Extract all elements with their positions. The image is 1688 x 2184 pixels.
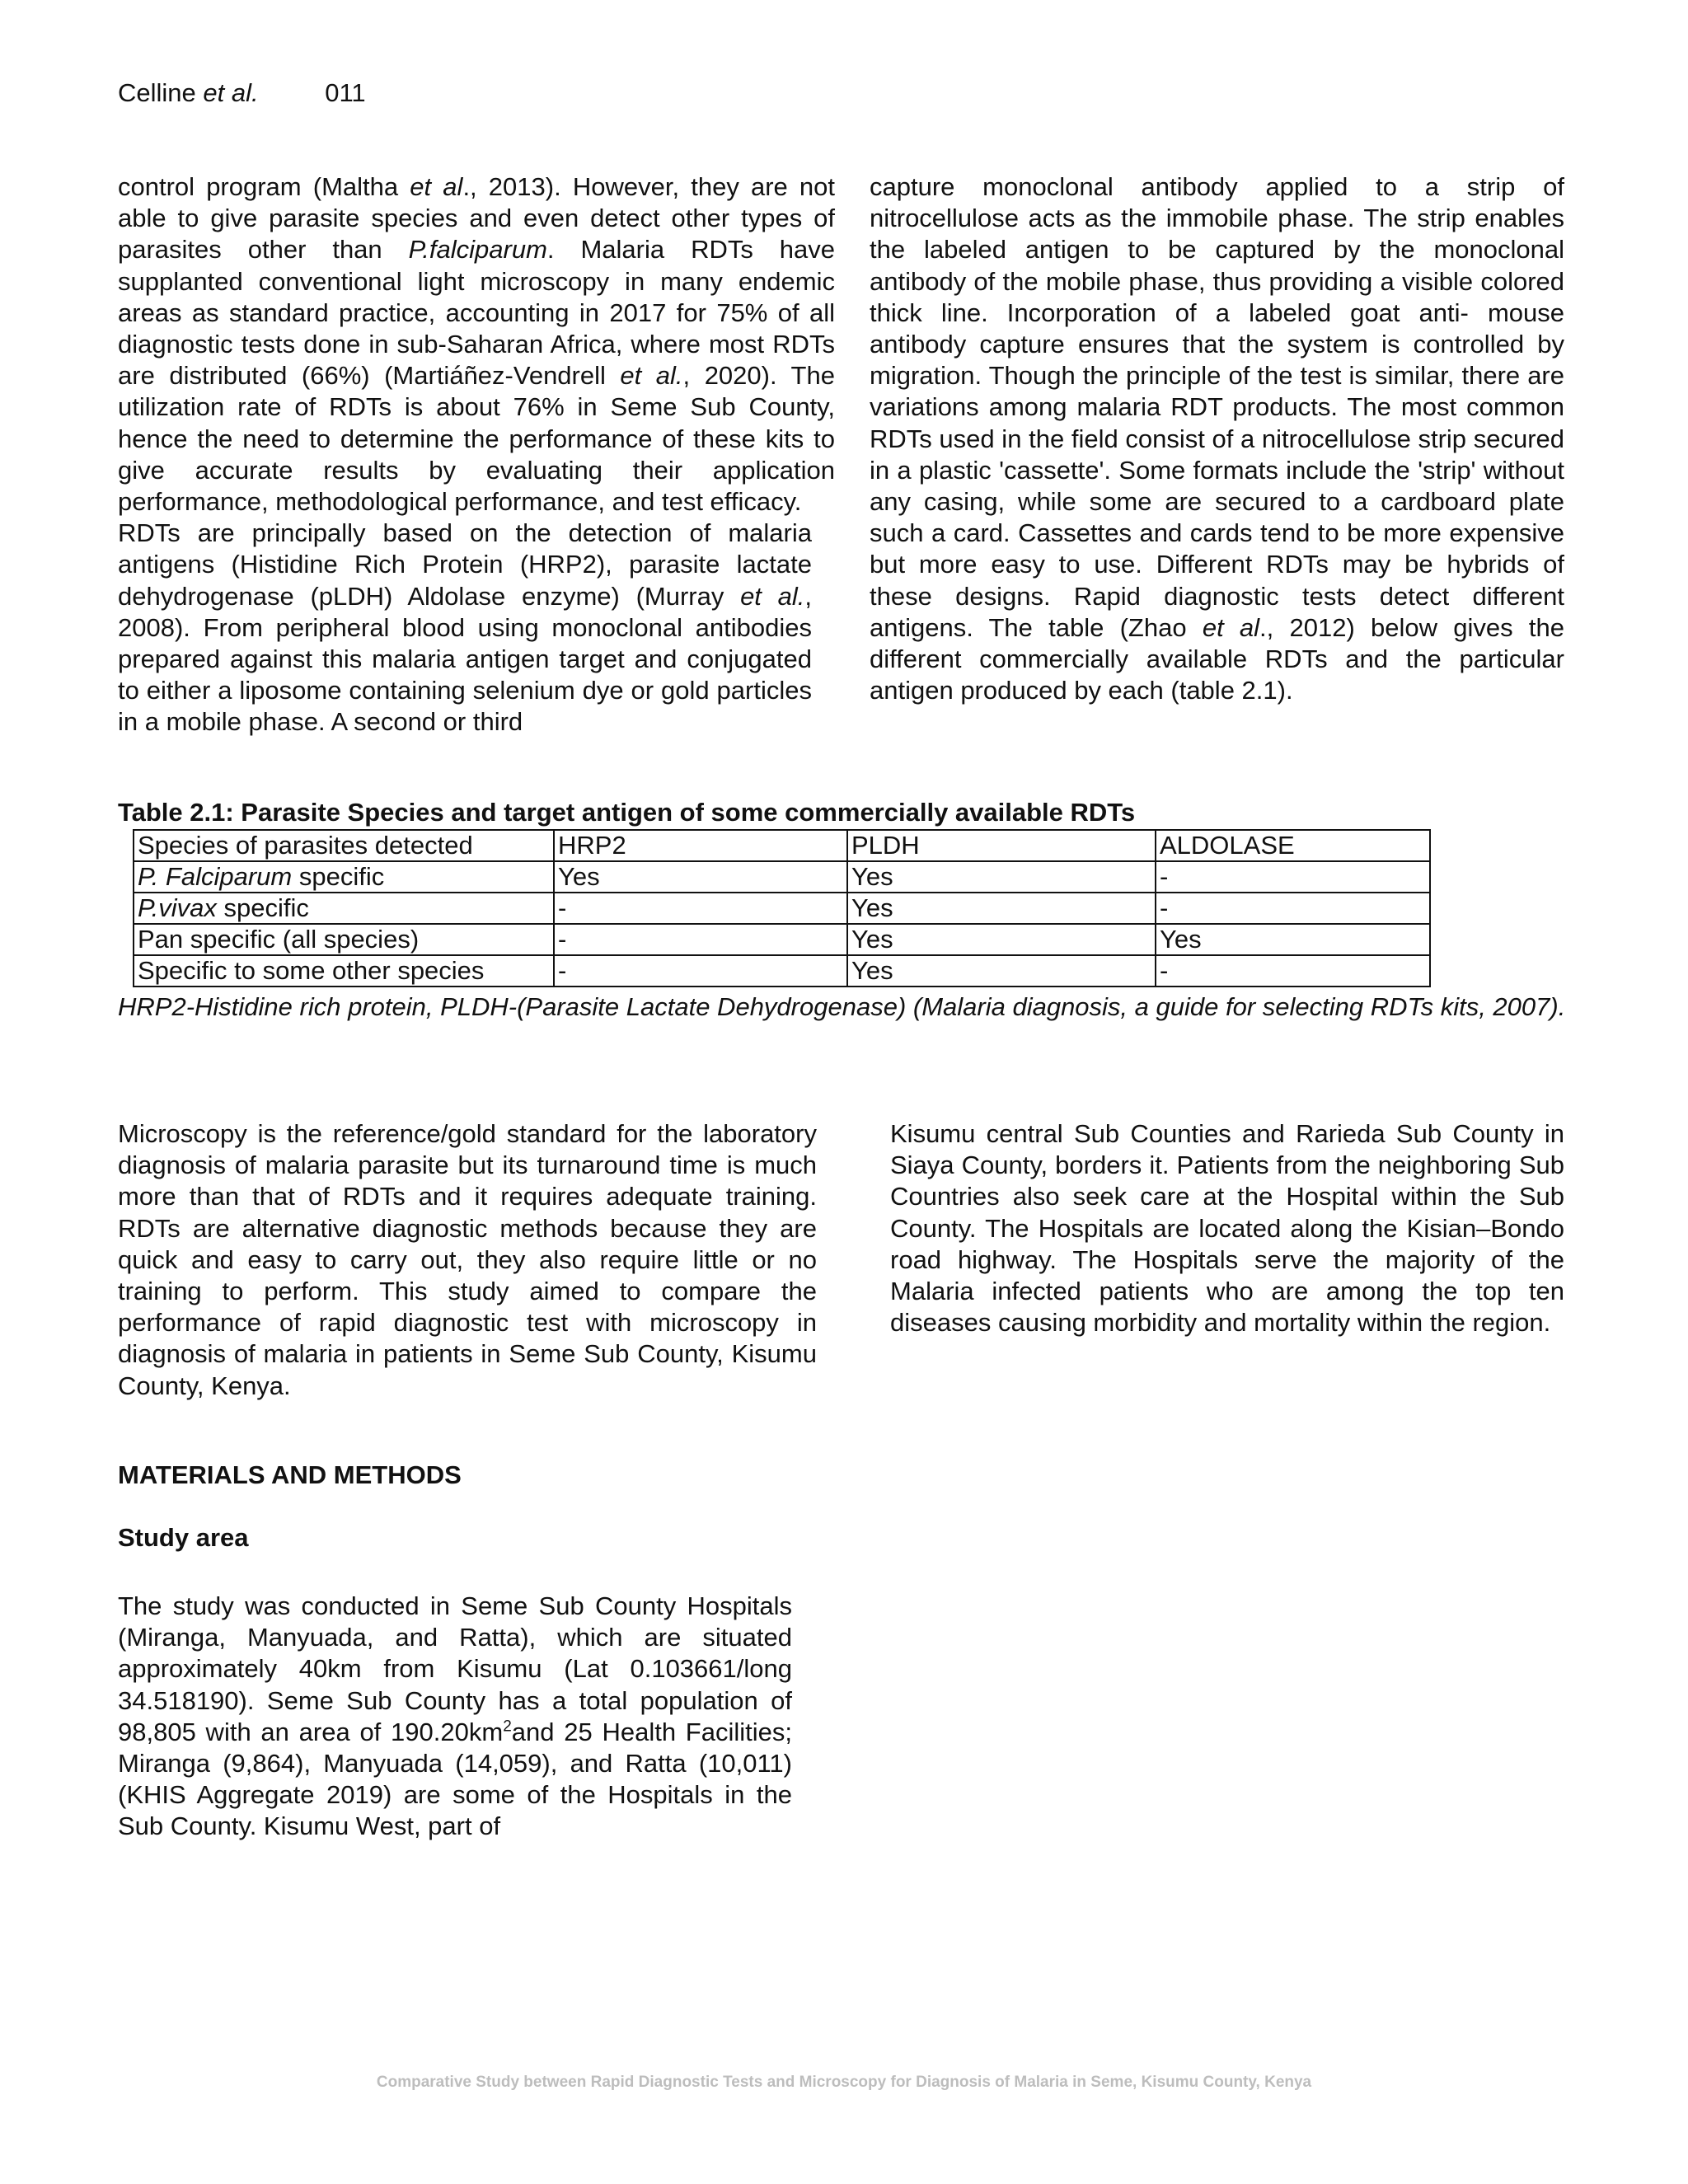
antigen-cell: Yes [554,861,847,893]
table-row [134,893,1430,924]
table-header-row [134,830,1430,861]
species-cell [134,893,554,924]
text-run: RDTs are principally based on the detection of malaria antigens (Histidine Rich Protein (HRP2), parasite lactate dehydrogenase (pLDH) Aldolase enzyme) (Murray [118,518,812,611]
antigen-cell: Yes [847,955,1156,987]
running-header [118,78,366,108]
species-cell [134,861,554,893]
section-heading: MATERIALS AND METHODS [118,1460,462,1489]
italic-run: et al [1202,612,1260,642]
table-header-cell: Species of parasites detected [134,830,554,861]
page-number: 011 [325,78,366,107]
species-antigen-table [133,829,1431,987]
antigen-cell: - [1156,955,1430,987]
text-run: capture monoclonal antibody applied to a strip of nitrocellulose acts as the immobile phase. The strip enables the labeled antigen to be captured by the monoclonal antibody of the mobile phase, thus providing a visible colored thick line. Incorporation of a labeled goat anti- mouse antibody capture ensures that the system is controlled by migration. Though the principle of the test is similar, there are variations among malaria RDT products. The most common RDTs used in the field consist of a nitrocellulose strip secured in a plastic 'cassette'. Some formats include the 'strip' without any casing, while some are secured to a cardboard plate such a card. Cassettes and cards tend to be more expensive but more easy to use. Different RDTs may be hybrids of these designs. Rapid diagnostic tests detect different antigens. The table (Zhao [870,172,1564,642]
italic-run: P.falciparum [408,235,547,265]
antigen-cell: - [554,893,847,924]
intro-column-right [870,171,1564,706]
italic-run: et al. [620,361,683,391]
body-column-right [890,1118,1564,1338]
table-footnote: HRP2-Histidine rich protein, PLDH-(Parasite Lactate Dehydrogenase) (Malaria diagnosis, a guide for selecting RDTs kits, 2007). [118,992,1566,1021]
study-area-paragraph [118,1591,792,1843]
antigen-cell: - [554,924,847,955]
text-run: control program (Maltha [118,172,410,201]
text-run: , 2008). From peripheral blood using monoclonal antibodies prepared against this malaria antigen target and conjugated to either a liposome containing selenium dye or gold particles in a mobile phase. A second or third [118,581,812,737]
antigen-cell: - [1156,861,1430,893]
table-row [134,924,1430,955]
antigen-cell: Yes [847,924,1156,955]
cell-text: specific [292,862,385,891]
table-header-cell: ALDOLASE [1156,830,1430,861]
running-footer: Comparative Study between Rapid Diagnostic Tests and Microscopy for Diagnosis of Malaria in Seme, Kisumu County, Kenya [376,2074,1312,2091]
italic-run: et al [410,172,463,201]
table-header-cell: PLDH [847,830,1156,861]
body-column-left [118,1118,817,1402]
antigen-cell: Yes [1156,924,1430,955]
italic-run: et al. [740,581,805,611]
species-cell [134,924,554,955]
antigen-cell: - [554,955,847,987]
intro-paragraph-3 [870,171,1564,706]
table-caption: Table 2.1: Parasite Species and target antigen of some commercially available RDTs [118,798,1136,827]
cell-text: Specific to some other species [138,956,485,985]
table-header-cell: HRP2 [554,830,847,861]
cell-text: specific [216,893,309,922]
text-run: . Malaria RDTs have supplanted conventional light microscopy in many endemic areas as standard practice, accounting in 2017 for 75% of all diagnostic tests done in sub-Saharan Africa, where most RDTs are distributed (66%) (Martiáñez-Vendrell [118,235,836,391]
text-run: , 2020). The utilization rate of RDTs is about 76% in Seme Sub County, hence the need to determine the performance of these kits to give accurate results by evaluating their application performance, methodological performance, and test efficacy. [118,361,835,517]
intro-paragraph-1 [118,171,835,518]
intro-column-left [118,171,835,738]
subsection-heading: Study area [118,1523,249,1552]
methods-column [118,1591,792,1843]
cell-text: Pan specific (all species) [138,925,420,954]
header-author: Celline [118,78,196,107]
header-etal: et al. [203,78,259,107]
microscopy-paragraph: Microscopy is the reference/gold standard for the laboratory diagnosis of malaria parasite but its turnaround time is much more than that of RDTs and it requires adequate training. RDTs are alternative diagnostic methods because they are quick and easy to carry out, they also require little or no training to perform. This study aimed to compare the performance of rapid diagnostic test with microscopy in diagnosis of malaria in patients in Seme Sub County, Kisumu County, Kenya. [118,1119,817,1400]
study-area-text-1: The study was conducted in Seme Sub County Hospitals (Miranga, Manyuada, and Ratta), which are situated approximately 40km from Kisumu (Lat 0.103661/long 34.518190). Seme Sub County has a total population of 98,805 with an area of 190.20km [118,1591,792,1746]
study-area-continued-paragraph: Kisumu central Sub Counties and Rarieda Sub County in Siaya County, borders it. Patients from the neighboring Sub Countries also seek care at the Hospital within the Sub County. The Hospitals are located along the Kisian–Bondo road highway. The Hospitals serve the majority of the Malaria infected patients who are among the top ten diseases causing morbidity and mortality within the region. [890,1119,1564,1338]
intro-paragraph-2 [118,518,812,738]
text-run: ., 2013). However, they are not able to give parasite species and even detect other types of parasites other than [118,172,836,265]
species-name: P.vivax [138,893,217,922]
species-name: P. Falciparum [138,862,293,891]
species-cell [134,955,554,987]
antigen-cell: Yes [847,861,1156,893]
text-run: ., 2012) below gives the different commercially available RDTs and the particular antigen produced by each (table 2.1). [870,612,1564,705]
table-row [134,955,1430,987]
table-row [134,861,1430,893]
antigen-cell: - [1156,893,1430,924]
superscript: 2 [503,1718,512,1736]
study-area-text-2: and 25 Health Facilities; Miranga (9,864), Manyuada (14,059), and Ratta (10,011) (KHIS Aggregate 2019) are some of the Hospitals in the Sub County. Kisumu West, part of [118,1717,793,1841]
antigen-cell: Yes [847,893,1156,924]
